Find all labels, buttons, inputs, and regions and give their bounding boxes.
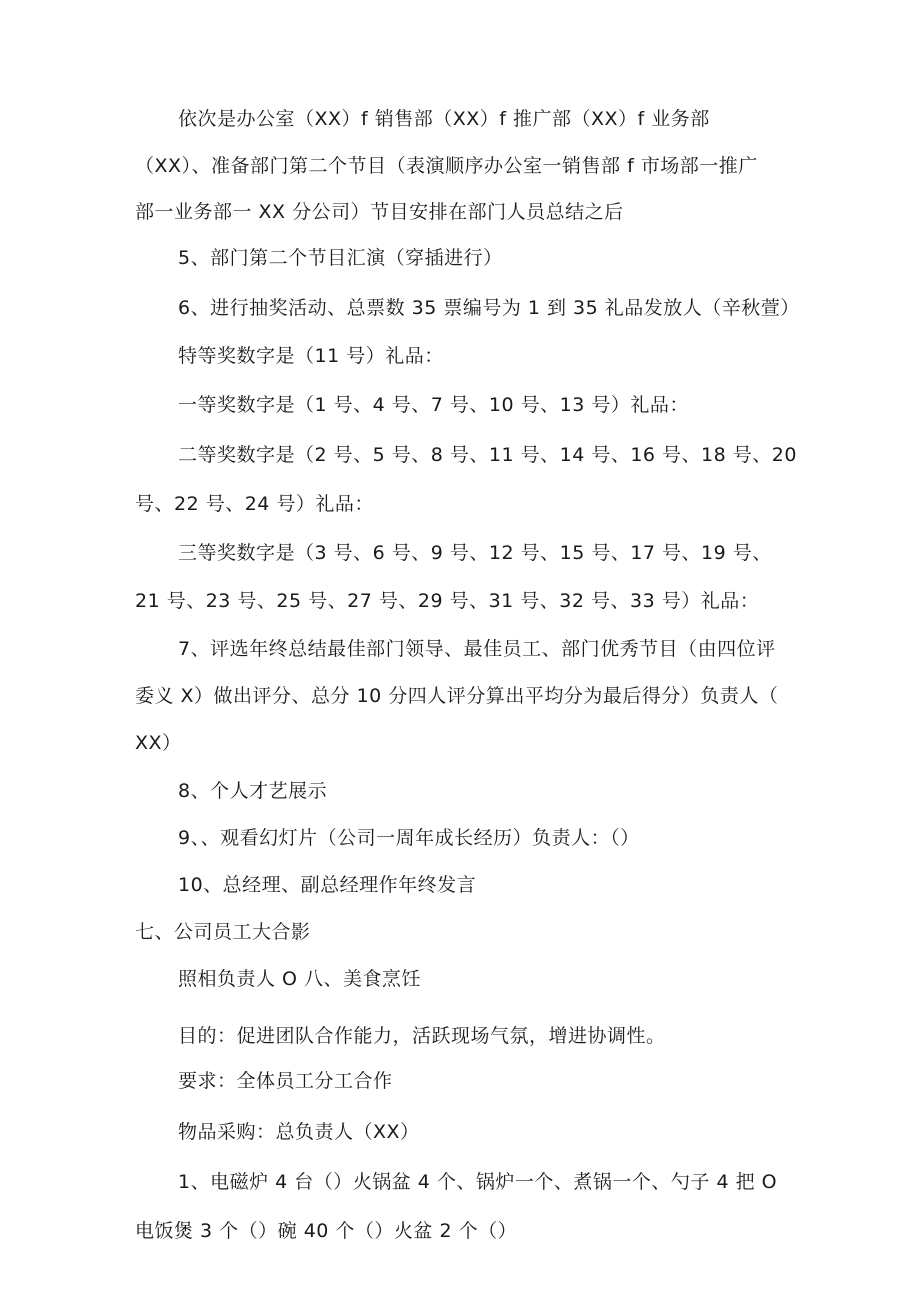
- purpose: 目的：促进团队合作能力，活跃现场气氛，增进协调性。: [178, 1025, 666, 1047]
- item-7-line-2: 委义 X）做出评分、总分 10 分四人评分算出平均分为最后得分）负责人（: [135, 685, 779, 707]
- second-prize-line-1: 二等奖数字是（2 号、5 号、8 号、11 号、14 号、16 号、18 号、20: [178, 444, 797, 466]
- purchasing: 物品采购：总负责人（XX）: [178, 1121, 420, 1143]
- equipment-line-1: 1、电磁炉 4 台（）火锅盆 4 个、锅炉一个、煮锅一个、勺子 4 把 O: [178, 1171, 778, 1193]
- equipment-line-2: 电饭煲 3 个（）碗 40 个（）火盆 2 个（）: [135, 1220, 518, 1242]
- first-prize: 一等奖数字是（1 号、4 号、7 号、10 号、13 号）礼品：: [178, 394, 689, 416]
- item-6: 6、进行抽奖活动、总票数 35 票编号为 1 到 35 礼品发放人（辛秋萱）: [178, 297, 800, 319]
- third-prize-line-2: 21 号、23 号、25 号、27 号、29 号、31 号、32 号、33 号）礼品：: [135, 590, 760, 612]
- item-10: 10、总经理、副总经理作年终发言: [178, 874, 477, 896]
- para-line-3: 部一业务部一 XX 分公司）节目安排在部门人员总结之后: [135, 201, 624, 223]
- item-7-line-3: XX）: [135, 732, 182, 754]
- photo-and-section-8: 照相负责人 O 八、美食烹饪: [178, 968, 422, 990]
- item-7-line-1: 7、评选年终总结最佳部门领导、最佳员工、部门优秀节目（由四位评: [178, 638, 776, 660]
- item-5: 5、部门第二个节目汇演（穿插进行）: [178, 247, 503, 269]
- para-line-2: （XX）、准备部门第二个节目（表演顺序办公室一销售部 f 市场部一推广: [135, 155, 758, 177]
- second-prize-line-2: 号、22 号、24 号）礼品：: [135, 493, 374, 515]
- special-prize: 特等奖数字是（11 号）礼品：: [178, 345, 444, 367]
- section-7-heading: 七、公司员工大合影: [135, 921, 311, 943]
- requirement: 要求：全体员工分工合作: [178, 1070, 393, 1092]
- third-prize-line-1: 三等奖数字是（3 号、6 号、9 号、12 号、15 号、17 号、19 号、: [178, 542, 772, 564]
- item-9: 9、、观看幻灯片（公司一周年成长经历）负责人：（）: [178, 827, 640, 849]
- item-8: 8、个人才艺展示: [178, 780, 328, 802]
- para-line-1: 依次是办公室（XX）f 销售部（XX）f 推广部（XX）f 业务部: [178, 108, 710, 130]
